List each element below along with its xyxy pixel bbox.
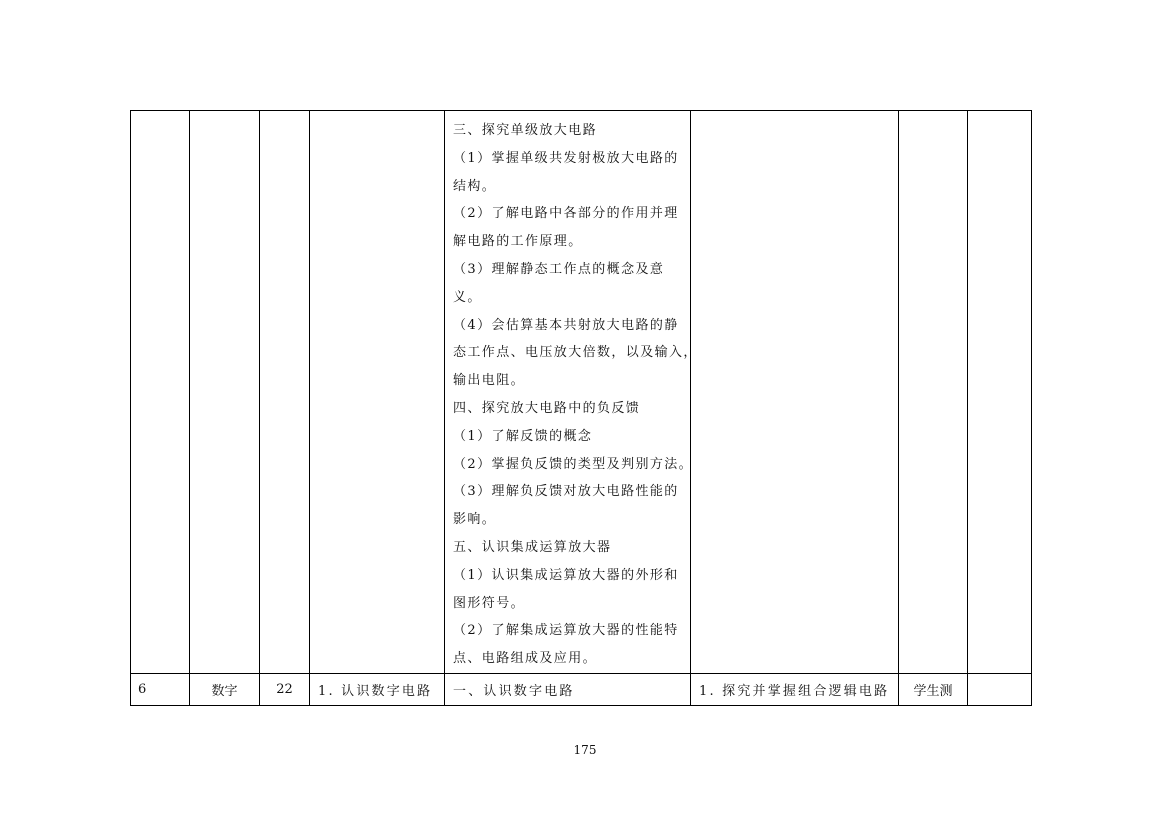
course-table <box>130 110 1032 706</box>
remark-text <box>968 673 1032 705</box>
content-line: 图形符号。 <box>453 595 526 611</box>
content-line: 五、认识集成运算放大器 <box>453 539 612 555</box>
content-line: （1）了解反馈的概念 <box>453 428 593 444</box>
content-cell <box>445 111 698 674</box>
content-line: （3）理解静态工作点的概念及意 <box>453 261 665 277</box>
content-line: 四、探究放大电路中的负反馈 <box>453 400 641 416</box>
table-row-6 <box>131 673 1032 705</box>
content-line: （3）理解负反馈对放大电路性能的 <box>453 484 679 500</box>
module-cell <box>190 111 260 674</box>
activity-cell <box>691 111 899 674</box>
content-line: 结构。 <box>453 178 497 194</box>
content-line: 态工作点、电压放大倍数，以及输入， <box>453 345 698 361</box>
content-line: 影响。 <box>453 512 497 528</box>
assessment-cell <box>899 111 968 674</box>
assessment-text: 学生测 <box>899 673 968 705</box>
content-line: 三、探究单级放大电路 <box>453 123 598 138</box>
content-lines <box>453 117 698 673</box>
content-line: 解电路的工作原理。 <box>453 234 583 250</box>
content-line: 义。 <box>453 289 482 305</box>
content-line: 输出电阻。 <box>453 373 526 389</box>
content-line: （2）掌握负反馈的类型及判别方法。 <box>453 456 694 472</box>
content-line: （2）了解集成运算放大器的性能特 <box>453 623 679 639</box>
hours-cell <box>260 111 310 674</box>
class-hours: 22 <box>260 673 310 705</box>
module-name: 数字 <box>190 673 260 705</box>
content-line: （1）掌握单级共发射极放大电路的 <box>453 150 679 166</box>
content-line: （1）认识集成运算放大器的外形和 <box>453 567 679 583</box>
activity-text: 1. 探究并掌握组合逻辑电路 <box>691 673 899 705</box>
topic-text: 1. 认识数字电路 <box>310 673 445 705</box>
content-line: （4）会估算基本共射放大电路的静 <box>453 317 679 333</box>
number-cell <box>131 111 190 674</box>
topic-cell <box>310 111 445 674</box>
content-line: （2）了解电路中各部分的作用并理 <box>453 206 679 222</box>
remark-cell <box>968 111 1032 674</box>
content-line: 点、电路组成及应用。 <box>453 651 598 667</box>
table-row-continuation <box>131 111 1032 674</box>
content-text: 一、认识数字电路 <box>445 673 691 705</box>
row-number: 6 <box>131 673 190 705</box>
page-number: 175 <box>573 743 597 757</box>
